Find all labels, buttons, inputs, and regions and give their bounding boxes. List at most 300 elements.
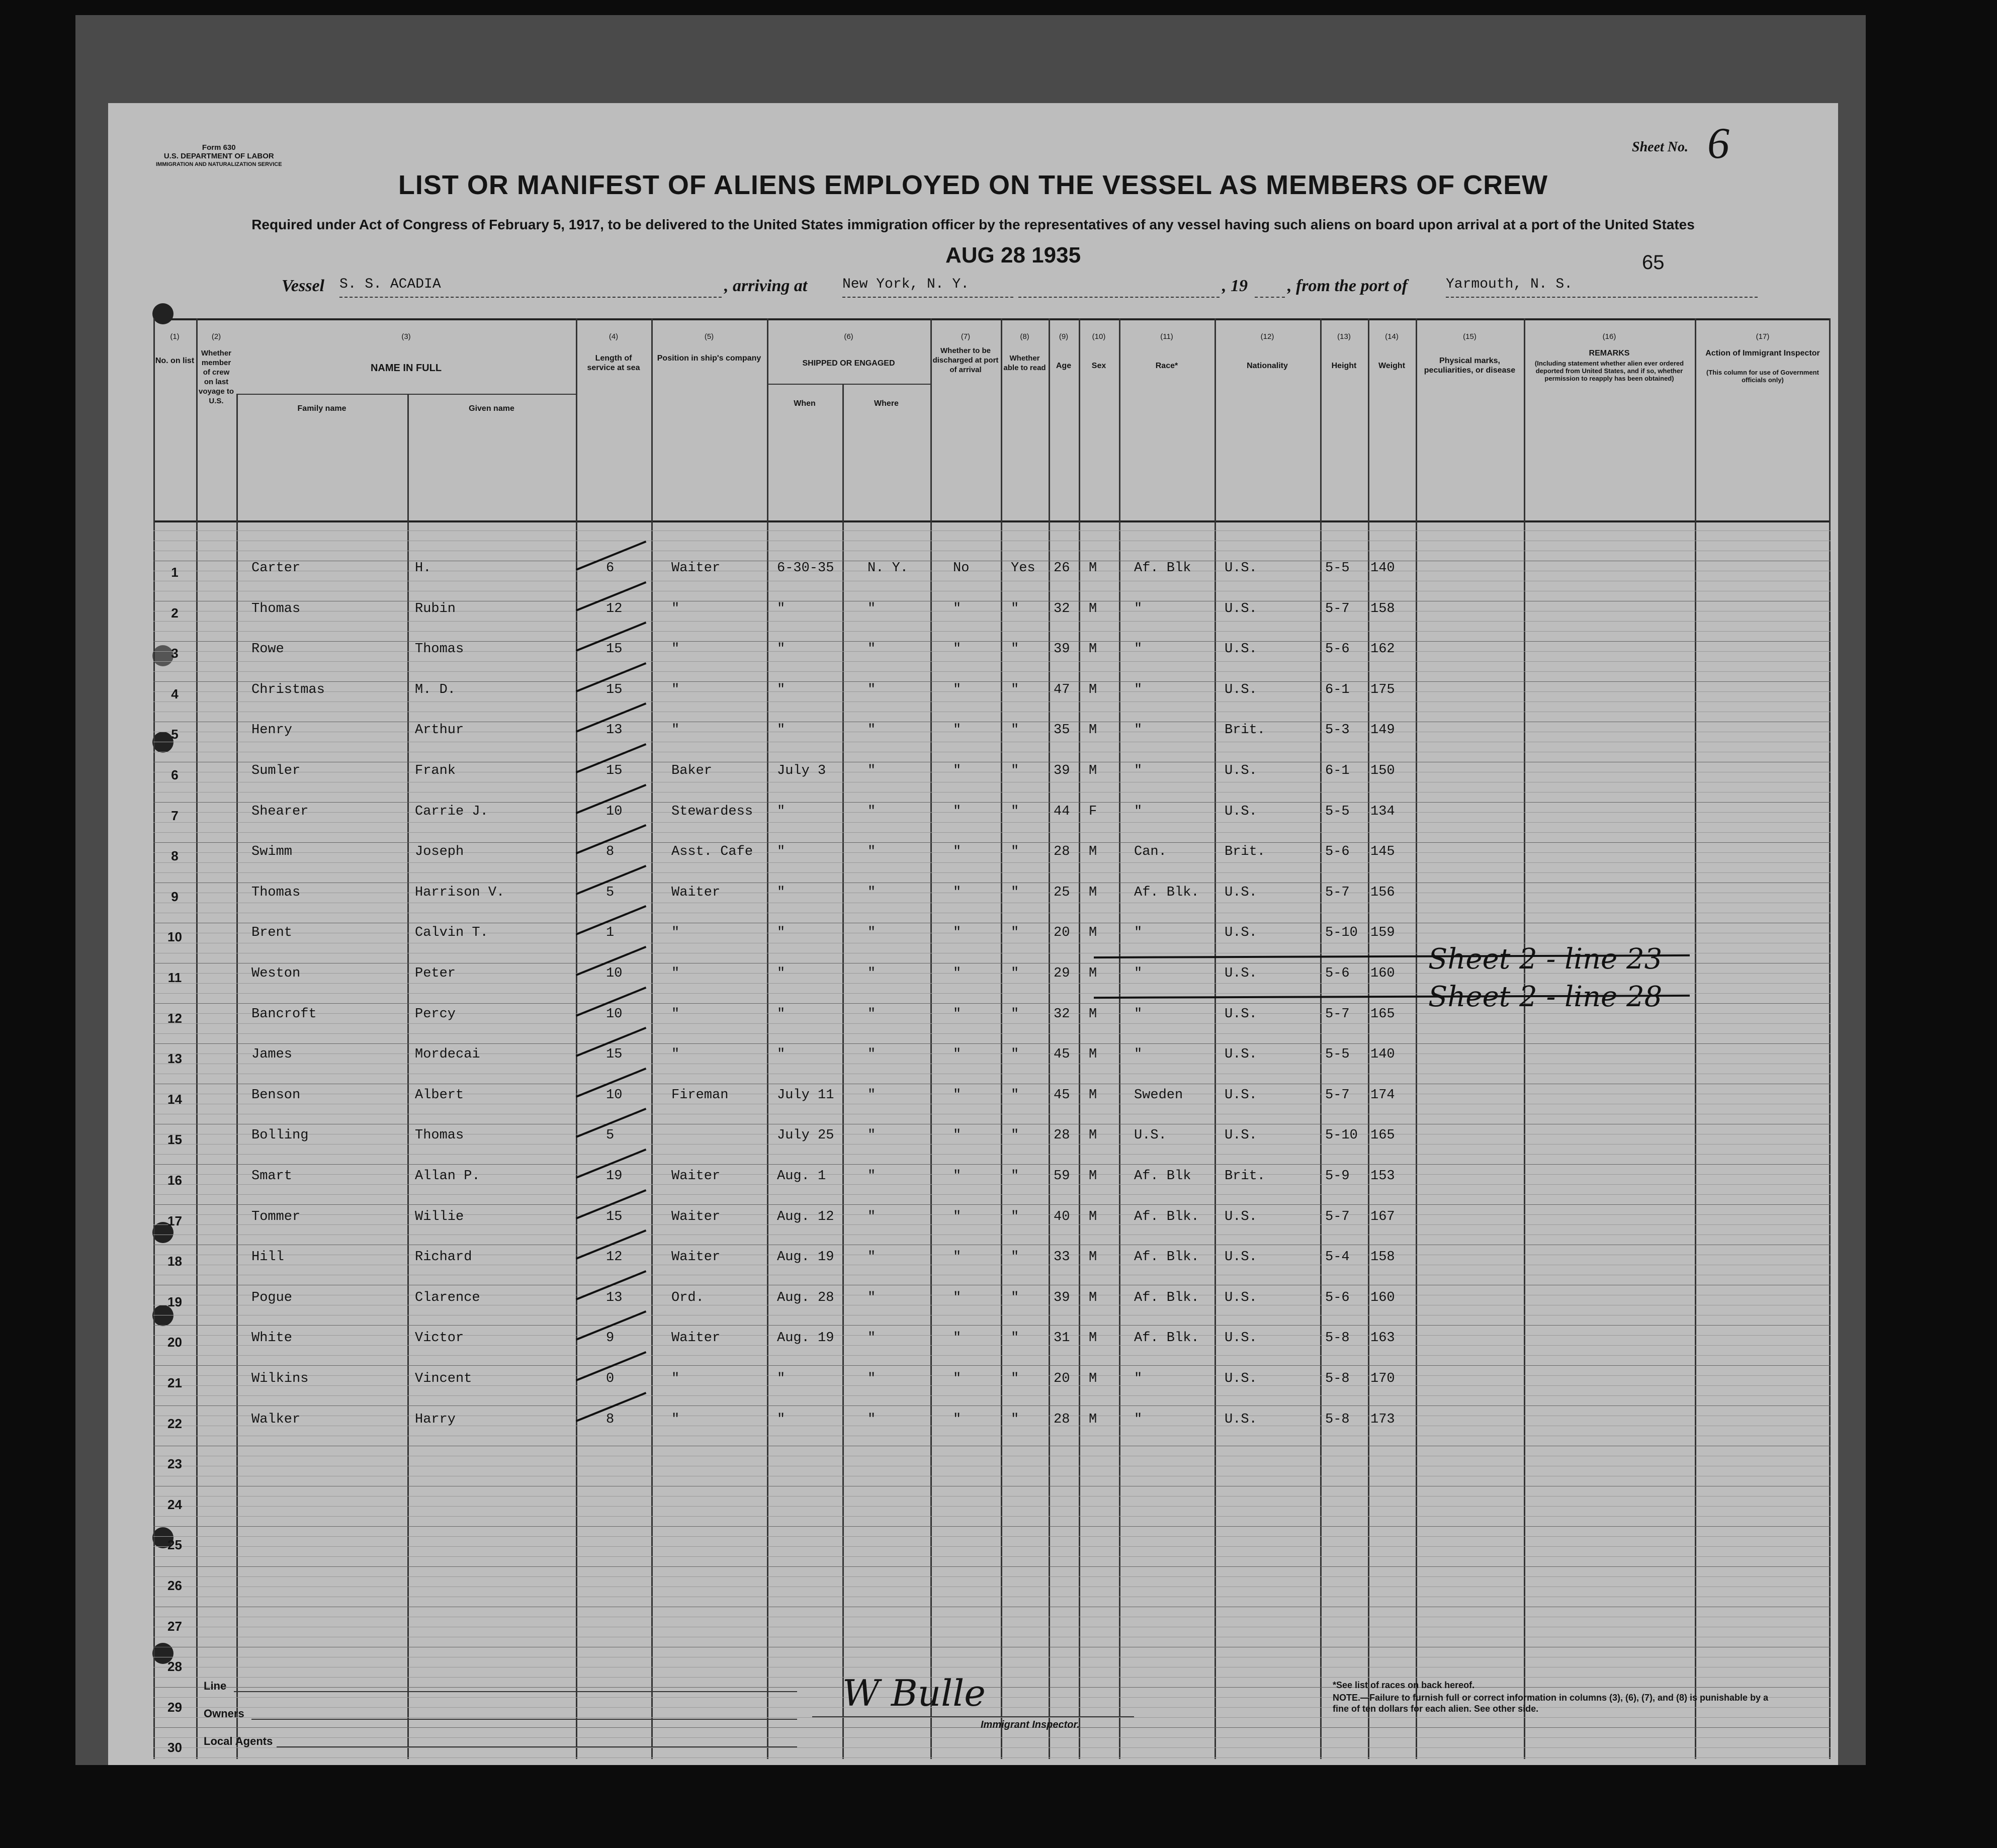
header-race: Race* — [1155, 362, 1178, 370]
cell-family: Wilkins — [251, 1371, 309, 1386]
name-subheader-rule — [236, 394, 576, 395]
header-shipped-engaged: SHIPPED OR ENGAGED — [802, 359, 895, 368]
cell-read: " — [1011, 723, 1019, 738]
cell-when: Aug. 1 — [777, 1169, 826, 1184]
cell-race: " — [1134, 966, 1143, 981]
row-number: 18 — [167, 1254, 182, 1269]
table-row — [153, 1243, 1831, 1278]
cell-age: 20 — [1054, 925, 1070, 941]
cell-read: " — [1011, 1290, 1019, 1305]
cell-age: 28 — [1054, 1412, 1070, 1427]
ruling-line — [153, 671, 1831, 672]
cell-weight: 163 — [1370, 1331, 1395, 1346]
cell-discharged: " — [953, 804, 962, 819]
owners-field — [251, 1719, 797, 1720]
cell-given: Willie — [415, 1209, 464, 1224]
cell-position: Stewardess — [671, 804, 753, 819]
cell-age: 25 — [1054, 885, 1070, 900]
header-bottom-rule — [153, 520, 1831, 522]
row-number: 2 — [171, 605, 179, 621]
header-inspector-note: (This column for use of Government officials only) — [1706, 369, 1819, 384]
cell-sex: M — [1089, 1331, 1097, 1346]
footnote-penalty: NOTE.—Failure to furnish full or correct information in columns (3), (6), (7), and (8) is punishable by a fine of ten dollars for each alien. See other side. — [1333, 1693, 1769, 1714]
row-number: 20 — [167, 1335, 182, 1350]
cell-race: Af. Blk — [1134, 1169, 1191, 1184]
col-number: (9) — [1059, 332, 1069, 341]
col-number: (17) — [1756, 332, 1770, 341]
row-number: 16 — [167, 1173, 182, 1188]
cell-where: " — [867, 1169, 876, 1184]
cell-race: Af. Blk. — [1134, 1250, 1199, 1265]
ruling-line — [153, 1687, 1831, 1688]
cell-when: July 3 — [777, 763, 826, 778]
header-age: Age — [1056, 362, 1072, 370]
col-number: (3) — [401, 332, 411, 341]
cell-nationality: U.S. — [1225, 682, 1257, 697]
cell-position: " — [671, 1006, 680, 1022]
cell-discharged: " — [953, 1087, 962, 1103]
cell-position: Asst. Cafe — [671, 844, 753, 860]
cell-read: " — [1011, 601, 1019, 617]
cell-given: Harry — [415, 1412, 456, 1427]
cell-race: " — [1134, 723, 1143, 738]
cell-discharged: " — [953, 1047, 962, 1063]
row-number: 21 — [167, 1375, 182, 1390]
cell-height: 6-1 — [1325, 763, 1350, 778]
row-number: 8 — [171, 848, 179, 864]
cell-sex: M — [1089, 1412, 1097, 1427]
ruling-line — [153, 832, 1831, 833]
cell-race: " — [1134, 1412, 1143, 1427]
cell-given: Thomas — [415, 1128, 464, 1143]
cell-discharged: " — [953, 1371, 962, 1386]
cell-weight: 160 — [1370, 966, 1395, 981]
cell-discharged: No — [953, 561, 970, 576]
cell-height: 5-4 — [1325, 1250, 1350, 1265]
vessel-label: Vessel — [282, 277, 324, 295]
cell-service: 15 — [606, 1047, 623, 1063]
header-remarks: REMARKS — [1589, 349, 1630, 358]
cell-nationality: U.S. — [1225, 966, 1257, 981]
cell-given: Vincent — [415, 1371, 472, 1386]
cell-service: 9 — [606, 1331, 615, 1346]
cell-service: 19 — [606, 1169, 623, 1184]
cell-family: Hill — [251, 1250, 284, 1265]
cell-race: Af. Blk. — [1134, 885, 1199, 900]
cell-when: July 11 — [777, 1087, 834, 1103]
cell-service: 15 — [606, 682, 623, 697]
cell-race: " — [1134, 1371, 1143, 1386]
row-number: 17 — [167, 1213, 182, 1228]
cell-service: 6 — [606, 561, 615, 576]
ruling-line — [153, 631, 1831, 632]
crew-table — [153, 318, 1831, 1765]
page-subtitle: Required under Act of Congress of February 5, 1917, to be delivered to the United States immigration officer by the representatives of any vessel having such aliens on board upon arrival at a port of the United States — [251, 217, 1695, 232]
cell-weight: 140 — [1370, 561, 1395, 576]
cell-when: " — [777, 925, 786, 941]
cell-given: Calvin T. — [415, 925, 488, 941]
cell-where: " — [867, 885, 876, 900]
cell-nationality: U.S. — [1225, 1209, 1257, 1224]
cell-when: " — [777, 601, 786, 617]
cell-discharged: " — [953, 1412, 962, 1427]
cell-age: 20 — [1054, 1371, 1070, 1386]
cell-when: Aug. 19 — [777, 1331, 834, 1346]
table-row — [153, 878, 1831, 913]
cell-family: Henry — [251, 723, 293, 738]
cell-where: " — [867, 1047, 876, 1063]
col-number: (1) — [170, 332, 180, 341]
cell-weight: 175 — [1370, 682, 1395, 697]
row-number: 9 — [171, 889, 179, 904]
table-row — [153, 1567, 1831, 1602]
cell-age: 45 — [1054, 1087, 1070, 1103]
cell-family: Shearer — [251, 804, 309, 819]
cell-sex: M — [1089, 601, 1097, 617]
cell-given: Frank — [415, 763, 456, 778]
cell-given: Albert — [415, 1087, 464, 1103]
sheet-number: 6 — [1707, 119, 1729, 168]
cell-read: " — [1011, 642, 1019, 657]
cell-service: 1 — [606, 925, 615, 941]
cell-sex: M — [1089, 966, 1097, 981]
cell-when: 6-30-35 — [777, 561, 834, 576]
header-height: Height — [1331, 362, 1357, 370]
cell-read: " — [1011, 763, 1019, 778]
cell-age: 29 — [1054, 966, 1070, 981]
cell-discharged: " — [953, 1128, 962, 1143]
manifest-sheet — [108, 103, 1838, 1765]
cell-age: 44 — [1054, 804, 1070, 819]
cell-height: 5-8 — [1325, 1412, 1350, 1427]
cell-position: Baker — [671, 763, 713, 778]
cell-weight: 160 — [1370, 1290, 1395, 1305]
cell-nationality: U.S. — [1225, 1371, 1257, 1386]
cell-service: 13 — [606, 723, 623, 738]
header-given-name: Given name — [469, 404, 514, 413]
table-row — [153, 1608, 1831, 1643]
cell-position: Waiter — [671, 1250, 721, 1265]
cell-given: Arthur — [415, 723, 464, 738]
cell-weight: 150 — [1370, 763, 1395, 778]
cell-sex: M — [1089, 925, 1097, 941]
cell-nationality: U.S. — [1225, 925, 1257, 941]
cell-discharged: " — [953, 763, 962, 778]
cell-when: " — [777, 966, 786, 981]
cell-when: " — [777, 723, 786, 738]
from-port-label: , from the port of — [1287, 277, 1408, 295]
cell-height: 6-1 — [1325, 682, 1350, 697]
cell-position: Waiter — [671, 1331, 721, 1346]
cell-position: Fireman — [671, 1087, 729, 1103]
cell-family: Tommer — [251, 1209, 301, 1224]
header-able-to-read: Whether able to read — [1003, 354, 1046, 372]
cell-family: Carter — [251, 561, 301, 576]
cell-weight: 158 — [1370, 1250, 1395, 1265]
cell-weight: 174 — [1370, 1087, 1395, 1103]
sheet-number-label: Sheet No. — [1632, 139, 1688, 155]
cell-sex: M — [1089, 1006, 1097, 1022]
cell-given: Rubin — [415, 601, 456, 617]
inspector-label: Immigrant Inspector. — [981, 1719, 1080, 1730]
table-row — [153, 1324, 1831, 1359]
cell-family: Brent — [251, 925, 293, 941]
cell-where: " — [867, 1006, 876, 1022]
table-row — [153, 554, 1831, 589]
cell-given: Joseph — [415, 844, 464, 860]
header-length-of-service: Length of service at sea — [587, 354, 640, 372]
header-physical-marks: Physical marks, peculiarities, or disease — [1424, 357, 1516, 375]
row-number: 10 — [167, 929, 182, 945]
cell-discharged: " — [953, 925, 962, 941]
cell-discharged: " — [953, 1209, 962, 1224]
cell-given: Thomas — [415, 642, 464, 657]
cell-weight: 145 — [1370, 844, 1395, 860]
cell-weight: 170 — [1370, 1371, 1395, 1386]
cell-service: 10 — [606, 1006, 623, 1022]
cell-position: " — [671, 966, 680, 981]
cell-age: 33 — [1054, 1250, 1070, 1265]
cell-where: " — [867, 844, 876, 860]
cell-discharged: " — [953, 1290, 962, 1305]
cell-height: 5-6 — [1325, 844, 1350, 860]
cell-family: Rowe — [251, 642, 284, 657]
row-number: 6 — [171, 767, 179, 782]
cell-family: Christmas — [251, 682, 325, 697]
cell-weight: 149 — [1370, 723, 1395, 738]
cell-nationality: Brit. — [1225, 723, 1266, 738]
form-identifier — [156, 143, 282, 169]
cell-service: 12 — [606, 601, 623, 617]
cell-nationality: U.S. — [1225, 1331, 1257, 1346]
cell-family: White — [251, 1331, 293, 1346]
cell-position: Waiter — [671, 1169, 721, 1184]
table-row — [153, 1445, 1831, 1480]
cell-nationality: U.S. — [1225, 561, 1257, 576]
cell-read: " — [1011, 966, 1019, 981]
cell-given: Percy — [415, 1006, 456, 1022]
cell-position: Waiter — [671, 885, 721, 900]
cell-given: Victor — [415, 1331, 464, 1346]
cell-weight: 134 — [1370, 804, 1395, 819]
shipped-subheader-rule — [767, 384, 930, 385]
cell-race: Af. Blk. — [1134, 1209, 1199, 1224]
cell-age: 26 — [1054, 561, 1070, 576]
arrival-date-line — [1018, 277, 1220, 298]
cell-race: " — [1134, 804, 1143, 819]
cell-service: 15 — [606, 642, 623, 657]
table-row — [153, 594, 1831, 630]
table-row — [153, 1121, 1831, 1156]
table-row — [153, 1081, 1831, 1116]
cell-discharged: " — [953, 1331, 962, 1346]
cell-where: " — [867, 925, 876, 941]
cell-nationality: Brit. — [1225, 844, 1266, 860]
col-number: (4) — [609, 332, 619, 341]
cell-position: Waiter — [671, 561, 721, 576]
cell-family: Swimm — [251, 844, 293, 860]
cell-family: Thomas — [251, 601, 301, 617]
cell-when: " — [777, 642, 786, 657]
cell-age: 28 — [1054, 1128, 1070, 1143]
row-number: 12 — [167, 1010, 182, 1026]
cell-height: 5-6 — [1325, 1290, 1350, 1305]
cell-sex: M — [1089, 1128, 1097, 1143]
table-row — [153, 797, 1831, 832]
cell-weight: 173 — [1370, 1412, 1395, 1427]
cell-when: July 25 — [777, 1128, 834, 1143]
cell-where: " — [867, 682, 876, 697]
cell-sex: M — [1089, 1209, 1097, 1224]
header-remarks-note: (Including statement whether alien ever ordered deported from United States, and if so, whether permission to reapply has been obtained) — [1534, 360, 1684, 382]
inspector-signature: W Bulle — [842, 1672, 986, 1714]
cell-read: " — [1011, 1331, 1019, 1346]
row-number: 27 — [167, 1618, 182, 1634]
cell-sex: M — [1089, 1169, 1097, 1184]
table-row — [153, 675, 1831, 711]
cell-where: " — [867, 1371, 876, 1386]
cell-discharged: " — [953, 844, 962, 860]
col-number: (12) — [1260, 332, 1274, 341]
line-label: Line — [204, 1680, 227, 1692]
table-row — [153, 1202, 1831, 1238]
cell-service: 8 — [606, 844, 615, 860]
line-field — [234, 1691, 797, 1692]
cell-weight: 153 — [1370, 1169, 1395, 1184]
cell-position: " — [671, 601, 680, 617]
cell-given: Peter — [415, 966, 456, 981]
cell-sex: M — [1089, 561, 1097, 576]
row-number: 1 — [171, 565, 179, 580]
cell-when: " — [777, 885, 786, 900]
cell-age: 39 — [1054, 642, 1070, 657]
vessel-name: S. S. ACADIA — [339, 277, 722, 298]
cell-where: " — [867, 1209, 876, 1224]
inspector-signature-line — [812, 1716, 1134, 1717]
cell-nationality: U.S. — [1225, 1087, 1257, 1103]
cell-height: 5-5 — [1325, 561, 1350, 576]
cell-sex: M — [1089, 642, 1097, 657]
cell-discharged: " — [953, 601, 962, 617]
header-when: When — [794, 399, 816, 408]
row-number: 19 — [167, 1294, 182, 1309]
arriving-label: , arriving at — [724, 277, 808, 295]
cell-height: 5-8 — [1325, 1371, 1350, 1386]
cell-age: 40 — [1054, 1209, 1070, 1224]
cell-read: " — [1011, 804, 1019, 819]
table-row — [153, 1364, 1831, 1399]
cell-age: 31 — [1054, 1331, 1070, 1346]
cell-sex: M — [1089, 763, 1097, 778]
cell-sex: M — [1089, 682, 1097, 697]
local-agents-label: Local Agents — [204, 1735, 273, 1747]
cell-family: Weston — [251, 966, 301, 981]
header-inspector-action: Action of Immigrant Inspector — [1705, 349, 1820, 358]
row-number: 13 — [167, 1051, 182, 1067]
cell-age: 59 — [1054, 1169, 1070, 1184]
vessel-info-row — [108, 277, 1838, 307]
cell-sex: M — [1089, 1047, 1097, 1063]
cell-nationality: Brit. — [1225, 1169, 1266, 1184]
cell-family: Benson — [251, 1087, 301, 1103]
cell-when: " — [777, 682, 786, 697]
header-last-voyage: Whether member of crew on last voyage to U.S. — [198, 349, 234, 405]
header-no-on-list: No. on list — [155, 357, 195, 365]
header-where: Where — [874, 399, 899, 408]
cell-where: " — [867, 1250, 876, 1265]
cell-service: 5 — [606, 1128, 615, 1143]
cell-given: H. — [415, 561, 431, 576]
cell-when: " — [777, 1006, 786, 1022]
cell-age: 32 — [1054, 1006, 1070, 1022]
cell-sex: M — [1089, 1290, 1097, 1305]
cell-race: " — [1134, 763, 1143, 778]
cell-nationality: U.S. — [1225, 1047, 1257, 1063]
cell-where: " — [867, 1087, 876, 1103]
table-row — [153, 1405, 1831, 1440]
header-discharged: Whether to be discharged at port of arrival — [932, 346, 999, 374]
table-row — [153, 1648, 1831, 1683]
cell-height: 5-7 — [1325, 1006, 1350, 1022]
col-number: (6) — [844, 332, 853, 341]
table-row — [153, 1040, 1831, 1075]
handwritten-remark-row-15: Sheet 2 - line 28 — [1428, 981, 1663, 1013]
cell-position: " — [671, 925, 680, 941]
cell-age: 45 — [1054, 1047, 1070, 1063]
cell-weight: 159 — [1370, 925, 1395, 941]
row-number: 23 — [167, 1456, 182, 1472]
cell-position: " — [671, 642, 680, 657]
cell-position: " — [671, 723, 680, 738]
row-number: 25 — [167, 1537, 182, 1553]
from-port: Yarmouth, N. S. — [1446, 277, 1758, 298]
cell-age: 39 — [1054, 763, 1070, 778]
cell-race: Af. Blk. — [1134, 1331, 1199, 1346]
cell-age: 32 — [1054, 601, 1070, 617]
row-number: 28 — [167, 1659, 182, 1675]
header-nationality: Nationality — [1247, 362, 1288, 370]
cell-discharged: " — [953, 966, 962, 981]
cell-age: 28 — [1054, 844, 1070, 860]
cell-race: U.S. — [1134, 1128, 1167, 1143]
cell-family: Sumler — [251, 763, 301, 778]
cell-given: Harrison V. — [415, 885, 505, 900]
cell-given: Mordecai — [415, 1047, 480, 1063]
cell-family: James — [251, 1047, 293, 1063]
cell-when: Aug. 28 — [777, 1290, 834, 1305]
cell-given: Clarence — [415, 1290, 480, 1305]
cell-sex: M — [1089, 1371, 1097, 1386]
local-agents-field — [277, 1746, 797, 1747]
table-row — [153, 837, 1831, 872]
cell-discharged: " — [953, 1169, 962, 1184]
cell-read: " — [1011, 844, 1019, 860]
cell-nationality: U.S. — [1225, 763, 1257, 778]
ruling-line — [153, 792, 1831, 793]
row-number: 30 — [167, 1740, 182, 1755]
table-row — [153, 1162, 1831, 1197]
cell-read: " — [1011, 1412, 1019, 1427]
row-number: 22 — [167, 1416, 182, 1431]
cell-discharged: " — [953, 1250, 962, 1265]
cell-discharged: " — [953, 642, 962, 657]
cell-service: 15 — [606, 1209, 623, 1224]
cell-race: Sweden — [1134, 1087, 1183, 1103]
cell-service: 8 — [606, 1412, 615, 1427]
cell-read: " — [1011, 885, 1019, 900]
cell-service: 13 — [606, 1290, 623, 1305]
owners-label: Owners — [204, 1707, 244, 1720]
